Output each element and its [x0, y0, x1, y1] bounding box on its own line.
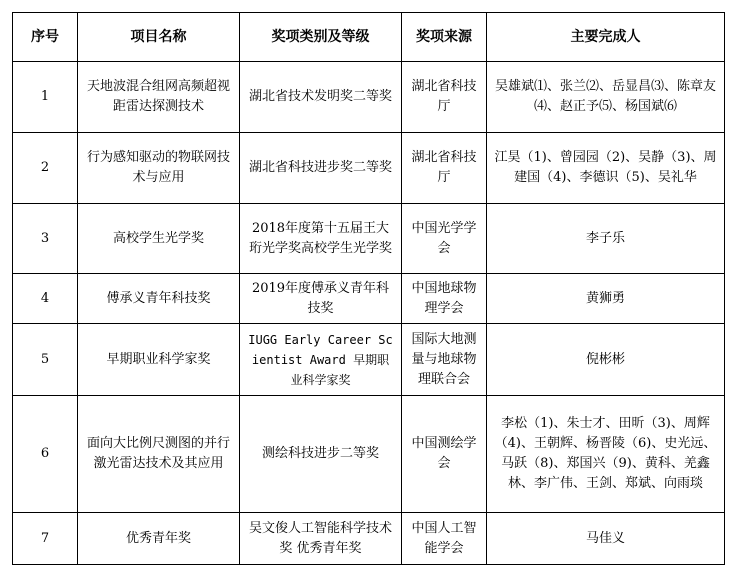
- seq-cell: 7: [13, 513, 78, 565]
- people-cell: 江昊（1)、曾园园（2)、吴静（3)、周建国（4)、李德识（5)、吴礼华: [487, 133, 725, 204]
- header-project-name: 项目名称: [78, 13, 240, 62]
- awards-table: [12, 12, 725, 565]
- project-name-cell: 优秀青年奖: [78, 513, 240, 565]
- header-award-source: 奖项来源: [402, 13, 487, 62]
- project-name-cell: 傅承义青年科技奖: [78, 274, 240, 324]
- table-row: [13, 133, 725, 204]
- award-cell: 2018年度第十五届王大珩光学奖高校学生光学奖: [240, 204, 402, 274]
- people-cell: 马佳义: [487, 513, 725, 565]
- people-cell: 李松（1)、朱士才、田昕（3)、周辉（4)、王朝辉、杨晋陵（6)、史光远、马跃（8)、郑国兴（9)、黄科、羌鑫林、李广伟、王剑、郑斌、向雨琰: [487, 396, 725, 513]
- seq-cell: 6: [13, 396, 78, 513]
- award-cell: 湖北省技术发明奖二等奖: [240, 62, 402, 133]
- header-award-category: 奖项类别及等级: [240, 13, 402, 62]
- table-row: [13, 513, 725, 565]
- header-seq: 序号: [13, 13, 78, 62]
- award-cell: IUGG Early Career Scientist Award 早期职业科学家奖: [240, 324, 402, 396]
- table-row: [13, 396, 725, 513]
- project-name-cell: 行为感知驱动的物联网技术与应用: [78, 133, 240, 204]
- seq-cell: 3: [13, 204, 78, 274]
- project-name-cell: 面向大比例尺测图的并行激光雷达技术及其应用: [78, 396, 240, 513]
- project-name-cell: 早期职业科学家奖: [78, 324, 240, 396]
- seq-cell: 5: [13, 324, 78, 396]
- header-row: [13, 13, 725, 62]
- seq-cell: 4: [13, 274, 78, 324]
- source-cell: 中国地球物理学会: [402, 274, 487, 324]
- seq-cell: 2: [13, 133, 78, 204]
- people-cell: 吴雄斌⑴、张兰⑵、岳显昌⑶、陈章友⑷、赵正予⑸、杨国斌⑹: [487, 62, 725, 133]
- people-cell: 李子乐: [487, 204, 725, 274]
- award-cell: 2019年度傅承义青年科技奖: [240, 274, 402, 324]
- source-cell: 国际大地测量与地球物理联合会: [402, 324, 487, 396]
- people-cell: 倪彬彬: [487, 324, 725, 396]
- table-row: [13, 62, 725, 133]
- source-cell: 湖北省科技厅: [402, 133, 487, 204]
- header-main-contributors: 主要完成人: [487, 13, 725, 62]
- table-row: [13, 274, 725, 324]
- award-cell: 测绘科技进步二等奖: [240, 396, 402, 513]
- table-row: [13, 204, 725, 274]
- table-row: [13, 324, 725, 396]
- seq-cell: 1: [13, 62, 78, 133]
- source-cell: 湖北省科技厅: [402, 62, 487, 133]
- source-cell: 中国测绘学会: [402, 396, 487, 513]
- project-name-cell: 天地波混合组网高频超视距雷达探测技术: [78, 62, 240, 133]
- source-cell: 中国人工智能学会: [402, 513, 487, 565]
- award-cell: 湖北省科技进步奖二等奖: [240, 133, 402, 204]
- source-cell: 中国光学学会: [402, 204, 487, 274]
- people-cell: 黄狮勇: [487, 274, 725, 324]
- award-cell: 吴文俊人工智能科学技术奖 优秀青年奖: [240, 513, 402, 565]
- project-name-cell: 高校学生光学奖: [78, 204, 240, 274]
